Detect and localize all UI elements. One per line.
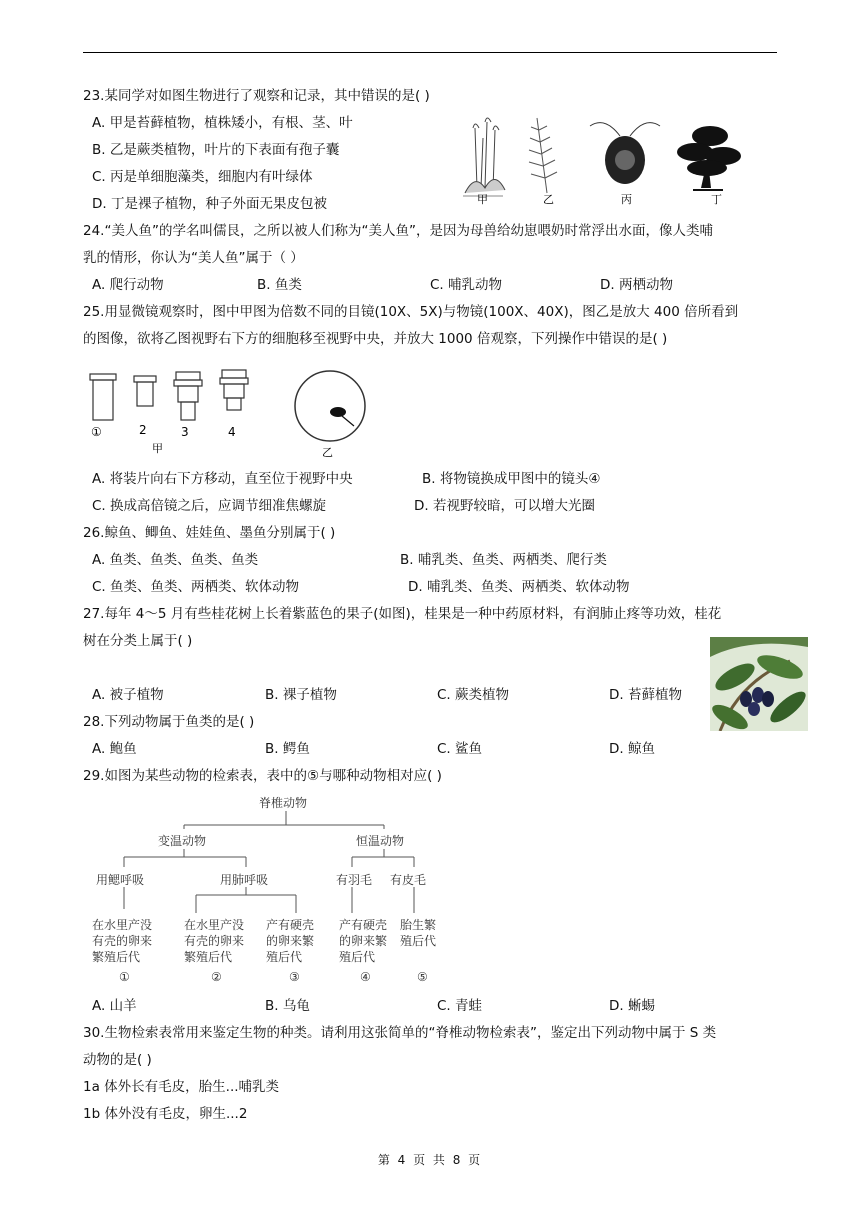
q27-option-a: A. 被子植物 [92, 687, 164, 703]
key-root: 脊椎动物 [259, 796, 308, 810]
q29-option-c: C. 青蛙 [437, 998, 483, 1014]
q28-option-b: B. 鳄鱼 [265, 741, 310, 757]
q23-option-c: C. 丙是单细胞藻类，细胞内有叶绿体 [92, 169, 313, 185]
q25-option-a: A. 将装片向右下方移动，直至位于视野中央 [92, 471, 353, 487]
lens-1-label: ① [91, 425, 102, 439]
key-feathers: 有羽毛 [336, 873, 373, 887]
leaf-num-2: ② [211, 970, 222, 984]
q26-option-d: D. 哺乳类、鱼类、两栖类、软体动物 [408, 579, 630, 595]
leaf2-line2: 有壳的卵来 [184, 934, 245, 948]
q23-option-a: A. 甲是苔藓植物，植株矮小，有根、茎、叶 [92, 115, 353, 131]
q27-option-d: D. 苔藓植物 [609, 687, 682, 703]
q25-option-c: C. 换成高倍镜之后，应调节细准焦螺旋 [92, 498, 327, 514]
q23-option-b: B. 乙是蕨类植物，叶片的下表面有孢子囊 [92, 142, 340, 158]
pine-tree-illustration [677, 126, 741, 190]
leaf-num-4: ④ [360, 970, 371, 984]
q26-option-b: B. 哺乳类、鱼类、两栖类、爬行类 [400, 552, 607, 568]
leaf4-line1: 产有硬壳 [339, 918, 388, 932]
q24-stem-line2: 乳的情形，你认为“美人鱼”属于（ ） [83, 250, 304, 266]
leaf3-line3: 殖后代 [266, 950, 303, 964]
key-warm-blooded: 恒温动物 [356, 834, 405, 848]
page-footer: 第 4 页 共 8 页 [377, 1153, 483, 1167]
q28-option-a: A. 鲍鱼 [92, 741, 137, 757]
fern-illustration [529, 118, 557, 193]
leaf1-line3: 繁殖后代 [92, 950, 141, 964]
q26-option-a: A. 鱼类、鱼类、鱼类、鱼类 [92, 552, 259, 568]
header-rule [83, 52, 777, 53]
q30-key-1b: 1b 体外没有毛皮，卵生...2 [83, 1106, 248, 1122]
lens-4-label: 4 [228, 425, 236, 439]
chlamydomonas-illustration [590, 123, 660, 184]
q23-stem: 23.某同学对如图生物进行了观察和记录，其中错误的是( ) [83, 88, 430, 104]
q24-stem-line1: 24.“美人鱼”的学名叫儒艮，之所以被人们称为“美人鱼”，是因为母兽给幼崽喂奶时常浮出水面，像人类哺 [83, 223, 713, 239]
q30-key-1a: 1a 体外长有毛皮，胎生...哺乳类 [83, 1079, 280, 1095]
leaf2-line1: 在水里产没 [184, 918, 245, 932]
cell [330, 407, 346, 417]
q28-option-d: D. 鲸鱼 [609, 741, 655, 757]
q29-option-a: A. 山羊 [92, 998, 137, 1014]
q23-option-d: D. 丁是裸子植物，种子外面无果皮包被 [92, 196, 327, 212]
key-fur: 有皮毛 [390, 873, 427, 887]
q29-option-b: B. 乌龟 [265, 998, 310, 1014]
key-gill-breathing: 用鳃呼吸 [96, 873, 145, 887]
q25-option-d: D. 若视野较暗，可以增大光圈 [414, 498, 595, 514]
key-lung-breathing: 用肺呼吸 [220, 873, 269, 887]
figure-yi-label: 乙 [322, 446, 333, 459]
leaf4-line3: 殖后代 [339, 950, 376, 964]
leaf5-line2: 殖后代 [400, 934, 437, 948]
q24-option-d: D. 两栖动物 [600, 277, 673, 293]
q25-figure [84, 366, 374, 464]
q30-stem-line1: 30.生物检索表常用来鉴定生物的种类。请利用这张简单的“脊椎动物检索表”，鉴定出下列动物中属于 S 类 [83, 1025, 717, 1041]
q26-stem: 26.鲸鱼、鲫鱼、娃娃鱼、墨鱼分别属于( ) [83, 525, 336, 541]
leaf3-line2: 的卵来繁 [266, 934, 315, 948]
q24-option-a: A. 爬行动物 [92, 277, 164, 293]
leaf1-line1: 在水里产没 [92, 918, 153, 932]
q23-label-yi: 乙 [543, 193, 554, 206]
tree-lines [124, 811, 414, 913]
q24-option-b: B. 鱼类 [257, 277, 302, 293]
vertebrate-key-tree [84, 791, 454, 993]
q25-option-b: B. 将物镜换成甲图中的镜头④ [422, 471, 601, 487]
q24-option-c: C. 哺乳动物 [430, 277, 503, 293]
q27-stem-line2: 树在分类上属于( ) [83, 633, 193, 649]
q26-option-c: C. 鱼类、鱼类、两栖类、软体动物 [92, 579, 300, 595]
q29-option-d: D. 蜥蜴 [609, 998, 655, 1014]
lens-3-label: 3 [181, 425, 189, 439]
q23-label-ding: 丁 [711, 193, 722, 206]
q30-stem-line2: 动物的是( ) [83, 1052, 152, 1068]
eyepiece-objective-lenses [90, 370, 248, 420]
q27-option-c: C. 蕨类植物 [437, 687, 510, 703]
q25-stem-line2: 的图像，欲将乙图视野右下方的细胞移至视野中央，并放大 1000 倍观察，下列操作中错误的是( ) [83, 331, 668, 347]
leaf-num-1: ① [119, 970, 130, 984]
osmanthus-fruit-photo [710, 637, 808, 731]
leaf5-line1: 胎生繁 [400, 918, 437, 932]
leaf-num-5: ⑤ [417, 970, 428, 984]
key-cold-blooded: 变温动物 [158, 834, 207, 848]
q28-option-c: C. 鲨鱼 [437, 741, 483, 757]
q27-stem-line1: 27.每年 4～5 月有些桂花树上长着紫蓝色的果子(如图)，桂果是一种中药原材料，有润肺止疼等功效，桂花 [83, 606, 722, 622]
leaf2-line3: 繁殖后代 [184, 950, 233, 964]
leaf1-line2: 有壳的卵来 [92, 934, 153, 948]
leaf-num-3: ③ [289, 970, 300, 984]
q23-label-jia: 甲 [477, 193, 488, 206]
cell-pointer [342, 416, 354, 426]
q27-option-b: B. 裸子植物 [265, 687, 337, 703]
q28-stem: 28.下列动物属于鱼类的是( ) [83, 714, 255, 730]
lens-2-label: 2 [139, 423, 147, 437]
q23-label-bing: 丙 [621, 193, 632, 206]
q23-figure [455, 108, 755, 206]
q25-stem-line1: 25.用显微镜观察时，图中甲图为倍数不同的目镜(10X、5X)与物镜(100X、40X)，图乙是放大 400 倍所看到 [83, 304, 739, 320]
q29-stem: 29.如图为某些动物的检索表，表中的⑤与哪种动物相对应( ) [83, 768, 442, 784]
figure-jia-label: 甲 [152, 442, 163, 455]
field-of-view-circle [295, 371, 365, 441]
leaf3-line1: 产有硬壳 [266, 918, 315, 932]
moss-illustration [463, 118, 505, 196]
leaf4-line2: 的卵来繁 [339, 934, 388, 948]
